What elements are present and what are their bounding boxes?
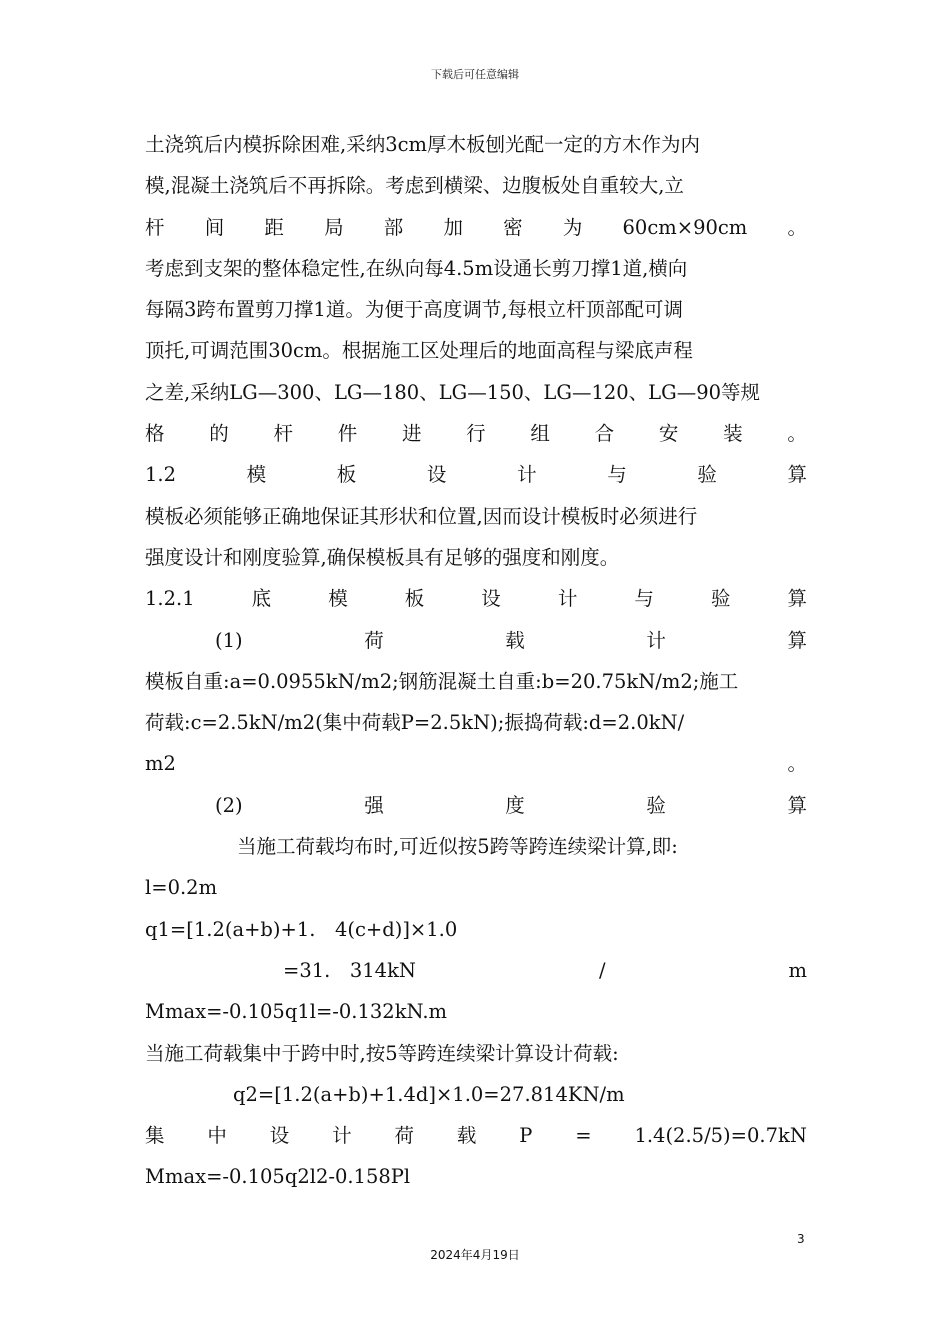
justified-line [145,743,807,784]
word: 模 [246,463,267,487]
word: 计 [646,628,666,652]
word: 局 [324,215,344,239]
word: 安 [658,422,679,446]
text-line: 土浇筑后内模拆除困难,采纳3cm厚木板刨光配一定的方木作为内 [145,133,701,156]
word: 计 [557,587,578,611]
word: 板 [336,463,357,487]
word: 计 [517,463,537,487]
word: 模 [328,587,348,611]
word: 。 [787,752,807,776]
word: 验 [710,587,731,611]
text-line: 模板必须能够正确地保证其形状和位置,因而设计模板时必须进行 [145,504,698,528]
text-line: 强度设计和刚度验算,确保模板具有足够的强度和刚度。 [145,545,620,569]
word: 底 [251,587,272,611]
text-line: 模,混凝土浇筑后不再拆除。考虑到横梁、边腹板处自重较大,立 [145,174,684,198]
word: 载 [505,628,525,652]
word: / [598,958,606,982]
word: 为 [562,215,583,239]
word: 与 [634,587,654,611]
text-line: 模板自重:a=0.0955kN/m2;钢筋混凝土自重:b=20.75kN/m2;施工 [145,669,739,693]
word: 的 [209,422,229,446]
word: 计 [332,1124,352,1148]
word: = [575,1124,592,1148]
word: 设 [269,1124,290,1148]
formula-line [145,950,807,991]
word: 。 [787,215,807,239]
text-line: 顶托,可调范围30cm。根据施工区处理后的地面高程与梁底声程 [145,339,693,363]
word: 强 [364,793,384,817]
word: 1.4(2.5/5)=0.7kN [634,1124,807,1148]
word: 算 [787,463,807,487]
word: 荷 [394,1124,415,1148]
word: 部 [383,215,404,239]
document-body [145,124,807,1198]
footer-date: 2024年4月19日 [430,1248,520,1262]
formula-line: q1=[1.2(a+b)+1. 4(c+d)]×1.0 [145,917,458,941]
word: 载 [456,1124,477,1148]
formula-line: Mmax=-0.105q1l=-0.132kN.m [145,1000,448,1024]
word: =31. 314kN [283,958,416,982]
word: 设 [481,587,501,611]
word: 算 [787,793,807,817]
justified-line [145,1115,807,1156]
word: 行 [466,422,486,446]
word: 杆 [273,422,293,446]
text-line: 荷载:c=2.5kN/m2(集中荷载P=2.5kN);振捣荷载:d=2.0kN/ [145,711,685,735]
subheading-strength-check [145,785,807,826]
word: 度 [505,793,525,817]
word: (2) [215,793,243,817]
word: (1) [215,628,243,652]
word: 与 [607,463,627,487]
formula-line: Mmax=-0.105q2l2-0.158Pl [145,1165,411,1189]
word: 60cm×90cm [622,215,748,239]
word: 组 [530,422,550,446]
word: 密 [503,215,523,239]
word: 中 [207,1124,227,1148]
word: 算 [787,587,807,611]
word: 。 [787,422,807,446]
text-line: 每隔3跨布置剪刀撑1道。为便于高度调节,每根立杆顶部配可调 [145,298,684,322]
subheading-load-calc [145,620,807,661]
page-number: 3 [797,1232,805,1246]
word: 板 [404,587,425,611]
text-line: 当施工荷载均布时,可近似按5跨等跨连续梁计算,即: [237,835,678,859]
word: 合 [594,422,615,446]
word: 设 [426,463,447,487]
formula-line: q2=[1.2(a+b)+1.4d]×1.0=27.814KN/m [233,1082,625,1106]
word: m [788,958,807,982]
section-heading-1-2-1 [145,578,807,619]
word: 荷 [364,628,384,652]
text-line: 当施工荷载集中于跨中时,按5等跨连续梁计算设计荷载: [145,1041,619,1065]
word: P [519,1124,533,1148]
justified-line [145,207,807,248]
text-line: 之差,采纳LG—300、LG—180、LG—150、LG—120、LG—90等规 [145,380,761,404]
formula-line: l=0.2m [145,876,218,900]
word: 1.2.1 [145,587,195,611]
page-header-note: 下载后可任意编辑 [431,68,519,81]
word: 1.2 [145,463,177,487]
word: 算 [787,628,807,652]
word: 杆 [145,215,165,239]
word: 距 [264,215,284,239]
word: 件 [337,422,358,446]
text-line: 考虑到支架的整体稳定性,在纵向每4.5m设通长剪刀撑1道,横向 [145,256,688,280]
word: 验 [646,793,666,817]
word: 集 [145,1124,165,1148]
word: 格 [145,422,165,446]
justified-line [145,413,807,454]
word: 进 [401,422,422,446]
word: 装 [723,422,743,446]
word: m2 [145,752,176,776]
word: 加 [443,215,463,239]
word: 间 [204,215,225,239]
word: 验 [697,463,717,487]
section-heading-1-2 [145,454,807,495]
